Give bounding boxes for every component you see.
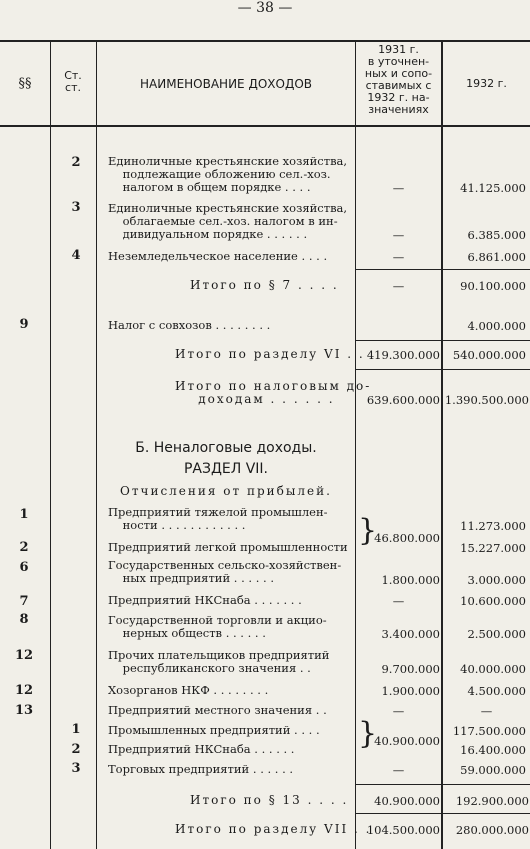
subtotal-rule [356, 369, 530, 370]
row-ss: 7 [19, 594, 29, 609]
total-7-1932: 90.100.000 [460, 279, 526, 293]
total-vi-1931: 419.300.000 [366, 348, 440, 362]
header-name: НАИМЕНОВАНИЕ ДОХОДОВ [140, 77, 312, 91]
brace-value: 46.800.000 [374, 531, 440, 545]
row-1932: 40.000.000 [460, 662, 526, 676]
page-number: — 38 — [237, 0, 293, 16]
row-1932: 4.500.000 [467, 684, 526, 698]
section-b-title: Б. Неналоговые доходы. [135, 440, 317, 456]
row-text: Промышленных предприятий . . . . [108, 723, 320, 737]
row-text: Хозорганов НКФ . . . . . . . . [108, 683, 269, 697]
row-1932: 2.500.000 [467, 627, 526, 641]
row-text: Государственных сельско-хозяйствен- ных предприятий . . . . . . [108, 558, 342, 585]
row-1931: — [392, 594, 405, 608]
subtotal-rule [356, 340, 530, 341]
total-vi-1932: 540.000.000 [452, 348, 526, 362]
brace-icon: } [358, 513, 378, 548]
row-ss: 9 [19, 317, 29, 332]
row-1932: 16.400.000 [460, 743, 526, 757]
row-1932: 11.273.000 [460, 519, 526, 533]
row-ss: 12 [14, 648, 34, 663]
total-vii-1932: 280.000.000 [455, 823, 529, 837]
total-13-1931: 40.900.000 [374, 794, 440, 808]
row-st: 2 [71, 155, 81, 170]
header-bottom-rule [0, 125, 530, 127]
row-1932: 15.227.000 [460, 541, 526, 555]
row-text: Предприятий НКСнаба . . . . . . . [108, 593, 302, 607]
section-b-razdel: РАЗДЕЛ VII. [183, 461, 269, 477]
total-vi-label: Итого по разделу VI . . [175, 347, 365, 361]
row-ss: 1 [19, 507, 29, 522]
row-text: Государственной торговли и акцио- нерных обществ . . . . . . [108, 613, 327, 640]
header-1931: 1931 г. в уточнен- ных и сопо- ставимых с 1932 г. на- значениях [364, 43, 433, 116]
row-1931: — [392, 250, 405, 264]
row-1931: 1.800.000 [381, 573, 440, 587]
row-text: Торговых предприятий . . . . . . [108, 762, 294, 776]
total-vii-1931: 104.500.000 [366, 823, 440, 837]
row-st: 3 [71, 200, 81, 215]
row-text: Налог с совхозов . . . . . . . . [108, 318, 271, 332]
column-divider [50, 40, 51, 849]
total-vii-label: Итого по разделу VII . . [175, 822, 372, 836]
row-text: Неземледельческое население . . . . [108, 249, 328, 263]
row-ss: 6 [19, 560, 29, 575]
subtotal-rule [356, 784, 530, 785]
row-1932: 6.385.000 [467, 228, 526, 242]
header-st: Ст. ст. [64, 69, 82, 94]
brace-icon: } [358, 716, 378, 751]
row-text: Единоличные крестьянские хозяйства, подлежащие обложению сел.-хоз. налогом в общем порядке . . . . [108, 154, 348, 194]
row-1931: 1.900.000 [381, 684, 440, 698]
row-1931: — [392, 228, 405, 242]
row-1931: 9.700.000 [381, 662, 440, 676]
row-1932: 6.861.000 [467, 250, 526, 264]
header-ss: §§ [18, 76, 32, 91]
row-st: 1 [71, 722, 81, 737]
row-1931: 3.400.000 [381, 627, 440, 641]
total-13-label: Итого по § 13 . . . . [190, 793, 349, 807]
row-text: Единоличные крестьянские хозяйства, облагаемые сел.-хоз. налогом в ин- дивидуальном порядке . . . . . . [108, 201, 348, 241]
row-1931: — [392, 181, 405, 195]
row-1932: 10.600.000 [460, 594, 526, 608]
column-divider [355, 40, 356, 849]
row-text: Предприятий НКСнаба . . . . . . [108, 742, 295, 756]
total-tax-label: Итого по налоговым до- доходам . . . . . . [175, 379, 372, 406]
row-1931: — [392, 704, 405, 718]
row-st: 3 [71, 761, 81, 776]
subtotal-rule [356, 269, 530, 270]
row-ss: 13 [14, 703, 34, 718]
row-1932: 41.125.000 [460, 181, 526, 195]
row-text: Предприятий тяжелой промышлен- ности . . . . . . . . . . . . [108, 505, 328, 532]
row-text: Предприятий легкой промышленности [108, 540, 348, 554]
row-1932: 3.000.000 [467, 573, 526, 587]
row-1931: — [392, 763, 405, 777]
row-1932: — [480, 704, 493, 718]
total-tax-1932: 1.390.500.000 [444, 393, 529, 407]
row-ss: 2 [19, 540, 29, 555]
row-st: 2 [71, 742, 81, 757]
header-1932: 1932 г. [466, 77, 507, 90]
section-b-subtitle: Отчисления от прибылей. [120, 484, 332, 498]
total-7-label: Итого по § 7 . . . . [190, 278, 339, 292]
total-tax-1931: 639.600.000 [366, 393, 440, 407]
total-13-1932: 192.900.000 [455, 794, 529, 808]
row-st: 4 [71, 248, 81, 263]
row-text: Предприятий местного значения . . [108, 703, 327, 717]
subtotal-rule [356, 813, 530, 814]
row-1932: 117.500.000 [452, 724, 526, 738]
header-top-rule [0, 40, 530, 42]
row-1932: 4.000.000 [467, 319, 526, 333]
row-ss: 8 [19, 612, 29, 627]
row-1932: 59.000.000 [460, 763, 526, 777]
row-text: Прочих плательщиков предприятий республиканского значения . . [108, 648, 330, 675]
row-ss: 12 [14, 683, 34, 698]
brace-value: 40.900.000 [374, 734, 440, 748]
total-7-1931: — [392, 279, 405, 293]
